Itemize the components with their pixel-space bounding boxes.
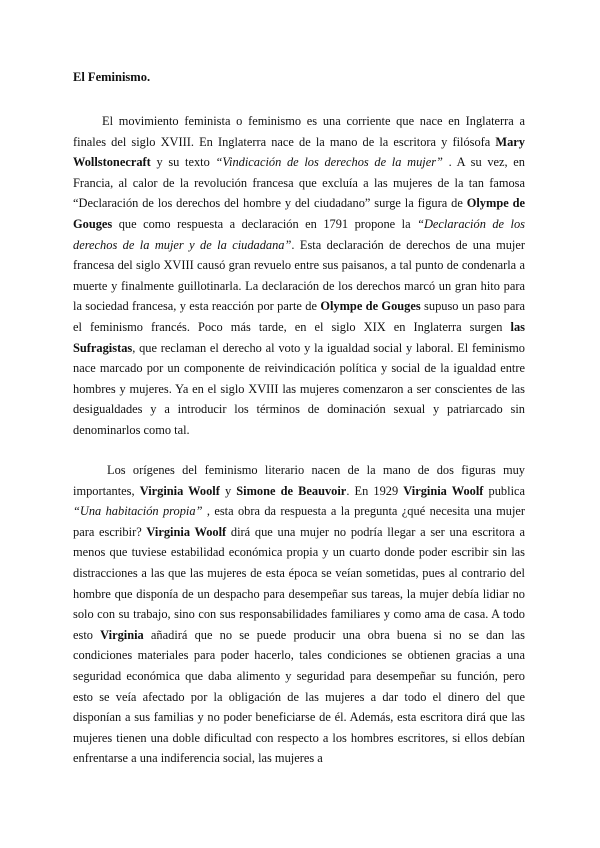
bold-text: Olympe de Gouges	[73, 196, 525, 231]
bold-text: Simone de Beauvoir	[236, 483, 347, 498]
body-text: añadirá que no se puede producir una obra buena si no se dan las condiciones materiales para poder hacerlo, tales condiciones se obtienen gracias a una seguridad económica que daba alimento y seguridad para desempeñar su función, pero esto se veía afectado por la obligación de las mujeres a dar todo el dinero del que disponían a sus familias y no poder beneficiarse de él. Además, esta escritora dirá que las mujeres tienen una doble dificultad con respecto a los hombres escritores, si ellos debían enfrentarse a una indiferencia social, las mujeres a	[73, 627, 525, 766]
italic-text: “Declaración de los derechos de la mujer y de la ciudadana”	[73, 216, 525, 252]
body-text: que como respuesta a declaración en 1791 propone la	[112, 216, 418, 231]
body-text: Los orígenes del feminismo literario nacen de la mano de dos figuras muy importantes,	[73, 463, 525, 498]
body-text: publica	[483, 483, 526, 498]
body-text: supuso un paso para el feminismo francés. Poco más tarde, en el siglo XIX en Inglaterra surgen	[73, 299, 525, 334]
bold-text: Mary Wollstonecraft	[73, 134, 525, 170]
body-text: dirá que una mujer no podría llegar a ser una escritora a menos que tuviese estabilidad económica propia y un cuarto donde poder escribir sin las distracciones a las que las mujeres de esta época se veían sometidas, pues al contrario del hombre que disponía de un despacho para desempeñar sus tareas, la mujer debía lidiar no solo con su trabajo, sino con sus responsabilidades familiares y como ama de casa. A todo esto	[73, 524, 526, 642]
italic-text: “Vindicación de los derechos de la mujer”	[215, 155, 449, 170]
paragraph-2	[73, 460, 525, 769]
paragraph-1	[73, 111, 525, 441]
bold-text: las Sufragistas	[73, 319, 525, 355]
body-text: y	[219, 483, 237, 498]
document-title: El Feminismo.	[73, 70, 151, 84]
body-text: El movimiento feminista o feminismo es una corriente que nace en Inglaterra a finales del siglo XVIII. En Inglaterra nace de la mano de la escritora y filósofa	[73, 114, 525, 149]
body-text: y su texto	[150, 155, 216, 170]
body-text: . A su vez, en Francia, al calor de la revolución francesa que excluía a las mujeres de la tan famosa “Declaración de los derechos del hombre y del ciudadano” surge la figura de	[73, 155, 525, 211]
bold-text: Virginia Woolf	[146, 524, 227, 539]
bold-text: Virginia Woolf	[139, 483, 220, 498]
bold-text: Virginia	[100, 627, 144, 642]
body-text: , esta obra da respuesta a la pregunta ¿qué necesita una mujer para escribir?	[73, 504, 526, 539]
body-text: . Esta declaración de derechos de una mujer francesa del siglo XVIII causó gran revuelo entre sus paisanos, a tal punto de condenarla a muerte y finalmente guillotinarla. La declaración de los derechos marcó un gran hito para la sociedad francesa, y esta reacción por parte de	[73, 237, 525, 314]
body-text: , que reclaman el derecho al voto y la igualdad social y laboral. El feminismo nace marcado por un componente de reivindicación política y social de la igualdad entre hombres y mujeres. Ya en el siglo XVIII las mujeres comenzaron a ser conscientes de las desigualdades y a introducir los términos de dominación sexual y patriarcado sin denominarlos como tal.	[73, 340, 525, 437]
bold-text: Olympe de Gouges	[320, 299, 421, 314]
bold-text: Virginia Woolf	[403, 483, 484, 498]
italic-text: “Una habitación propia”	[73, 504, 207, 519]
body-text: . En 1929	[346, 483, 404, 498]
